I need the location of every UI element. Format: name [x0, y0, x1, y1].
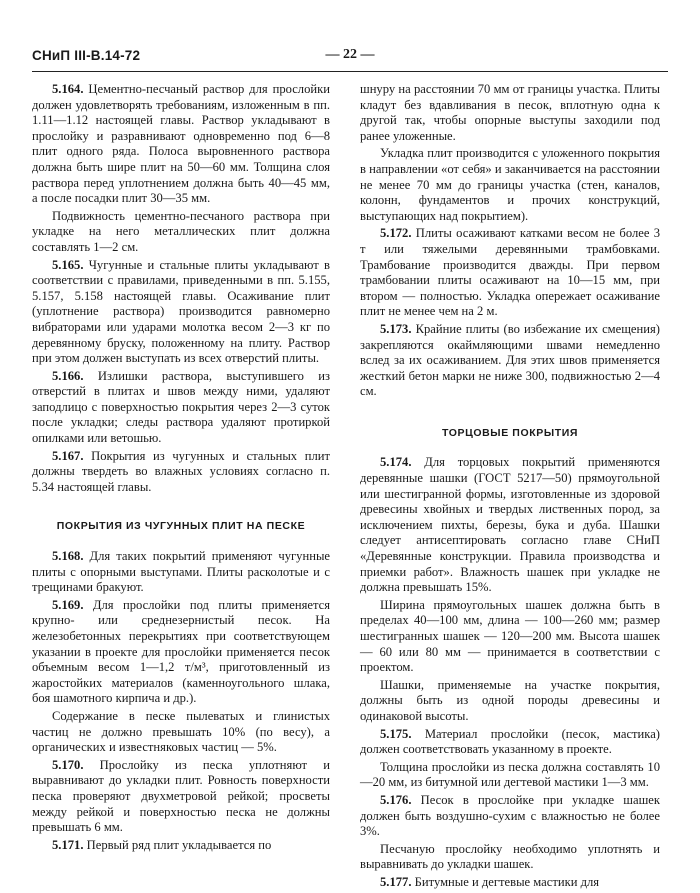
paragraph	[32, 709, 330, 756]
paragraph-text: Содержание в песке пылеватых и глинистых частиц не должно превышать 10% (по весу), а органических и известняковых частиц — 5%.	[32, 708, 330, 755]
paragraph-text: Крайние плиты (во избежание их смещения) закрепляются окаймляющими швами немедленно вслед за их осаживанием. Для этих швов применяется жесткий бетон марки не ниже 300, подвижностью 2—4 см.	[360, 321, 660, 399]
clause-number: 5.171.	[52, 837, 84, 852]
paragraph-text: Битумные и дегтевые мастики для	[411, 874, 600, 889]
paragraph	[32, 598, 330, 707]
clause-number: 5.173.	[380, 321, 412, 336]
clause-number: 5.177.	[380, 874, 412, 889]
paragraph-text: Прослойку из песка уплотняют и выравнивают до укладки плит. Ровность поверхности песка проверяют двухметровой рейкой; просветы между рейкой и поверхностью песка не должны превышать 6 мм.	[32, 757, 330, 835]
paragraph	[360, 146, 660, 224]
section-heading: ПОКРЫТИЯ ИЗ ЧУГУННЫХ ПЛИТ НА ПЕСКЕ	[56, 520, 306, 533]
paragraph-text: Материал прослойки (песок, мастика) должен соответствовать указанному в проекте.	[360, 726, 660, 757]
clause-number: 5.169.	[52, 597, 84, 612]
paragraph	[32, 258, 330, 367]
page-header	[32, 44, 668, 68]
header-rule	[32, 71, 668, 72]
paragraph-text: Покрытия из чугунных и стальных плит должны твердеть во влажных условиях согласно п. 5.34 настоящей главы.	[32, 448, 330, 494]
paragraph-text: Укладка плит производится с уложенного покрытия в направлении «от себя» и заканчивается на расстоянии не менее 70 мм до границы участка (стен, каналов, колонн, фундаментов и прочих конструкций, выступающих над покрытием).	[360, 146, 660, 223]
paragraph-text: Плиты осаживают катками весом не более 3 т или тяжелыми деревянными трамбовками. Трамбование производится дважды. При первом трамбовании плиты осаживают на 10—15 мм, при втором — полностью. Укладка опережает осаживание плит не менее чем на 2 м.	[360, 226, 660, 319]
paragraph-text: Первый ряд плит укладывается по	[83, 837, 272, 852]
clause-number: 5.172.	[380, 226, 412, 241]
paragraph-text: Толщина прослойки из песка должна составлять 10—20 мм, из битумной или дегтевой мастики 1—3 мм.	[360, 759, 660, 790]
clause-number: 5.164.	[52, 82, 84, 96]
left-column	[32, 82, 330, 855]
clause-number: 5.165.	[52, 257, 84, 272]
paragraph	[360, 455, 660, 595]
paragraph-text: Подвижность цементно-песчаного раствора при укладке на него металлических плит должна составлять 1—2 см.	[32, 208, 330, 254]
paragraph	[360, 82, 660, 144]
paragraph	[32, 209, 330, 256]
section-heading: ТОРЦОВЫЕ ПОКРЫТИЯ	[441, 426, 579, 439]
paragraph	[32, 369, 330, 447]
clause-number: 5.175.	[380, 726, 412, 741]
paragraph-text: Для торцовых покрытий применяются деревянные шашки (ГОСТ 5217—50) прямоугольной или шестигранной формы, изготовленные из здоровой древесины хвойных и твердых лиственных пород, за исключением пихты, березы, бука и дуба. Шашки следует антисептировать согласно главе СНиП «Деревянные конструкции. Правила производства и приемки работ». Влажность шашек при укладке не должна превышать 15%.	[360, 455, 660, 595]
paragraph	[360, 842, 660, 873]
paragraph	[32, 82, 330, 207]
paragraph	[360, 322, 660, 400]
right-column	[360, 82, 660, 893]
paragraph-text: Шашки, применяемые на участке покрытия, должны быть из одной породы древесины и одинаковой высоты.	[360, 677, 660, 723]
page-number: — 22 —	[325, 47, 375, 62]
paragraph	[360, 760, 660, 791]
paragraph-text: Излишки раствора, выступившего из отверстий в плитах и швов между ними, удаляют заподлицо с поверхностью покрытия через 2—3 суток после укладки; следы раствора удаляют протиркой опилками или ветошью.	[32, 368, 330, 446]
document-code: СНиП III-В.14-72	[32, 48, 141, 63]
clause-number: 5.176.	[380, 792, 412, 807]
paragraph-text: шнуру на расстоянии 70 мм от границы участка. Плиты кладут без вдавливания в песок, вплотную одна к другой так, чтобы опорные выступы заходили под ранее уложенные.	[360, 82, 660, 143]
clause-number: 5.166.	[52, 368, 84, 383]
clause-number: 5.170.	[52, 757, 84, 772]
paragraph	[360, 226, 660, 320]
paragraph-text: Чугунные и стальные плиты укладывают в соответствии с правилами, приведенными в пп. 5.155, 5.157, 5.158 настоящей главы. Осаживание плит (уплотнение раствора) производится равномерно вибраторами или ударами молотка весом 2—3 кг по деревянному бруску, положенному на плиту. Раствор при этом должен выступать из всех отверстий плиты.	[32, 257, 330, 366]
paragraph	[360, 793, 660, 840]
clause-number: 5.167.	[52, 448, 84, 463]
clause-number: 5.174.	[380, 455, 412, 470]
paragraph-text: Для таких покрытий применяют чугунные плиты с опорными выступами. Плиты расколотые и с трещинами бракуют.	[32, 549, 330, 595]
paragraph-text: Цементно-песчаный раствор для прослойки должен удовлетворять требованиям, изложенным в пп. 1.11—1.12 настоящей главы. Раствор укладывают в прослойку и разравнивают одновременно под 6—8 плит одного ряда. Полоса выровненного раствора должна быть шире плит на 50—60 мм. Толщина слоя раствора перед уплотнением должна быть 40—45 мм, а после посадки плит 30—35 мм.	[32, 82, 330, 206]
paragraph	[32, 758, 330, 836]
paragraph	[360, 875, 660, 891]
paragraph-text: Для прослойки под плиты применяется крупно- или среднезернистый песок. На железобетонных перекрытиях при соответствующем указании в проекте для прослойки применяется песок объемным весом 1—1,2 т/м³, приготовленный из жаростойких материалов (каменноугольного шлака, боя шамотного кирпича и др.).	[32, 597, 330, 706]
paragraph	[360, 598, 660, 676]
paragraph	[32, 838, 330, 854]
paragraph-text: Ширина прямоугольных шашек должна быть в пределах 40—100 мм, длина — 100—260 мм; размер шестигранных шашек — 120—200 мм. Высота шашек — 60 или 80 мм — принимается в соответствии с проектом.	[360, 597, 660, 675]
paragraph	[32, 449, 330, 496]
paragraph-text: Песок в прослойке при укладке шашек должен быть воздушно-сухим с влажностью не более 3%.	[360, 792, 660, 839]
clause-number: 5.168.	[52, 549, 84, 564]
paragraph-text: Песчаную прослойку необходимо уплотнять и выравнивать до укладки шашек.	[360, 841, 660, 872]
paragraph	[360, 678, 660, 725]
paragraph	[360, 727, 660, 758]
paragraph	[32, 549, 330, 596]
